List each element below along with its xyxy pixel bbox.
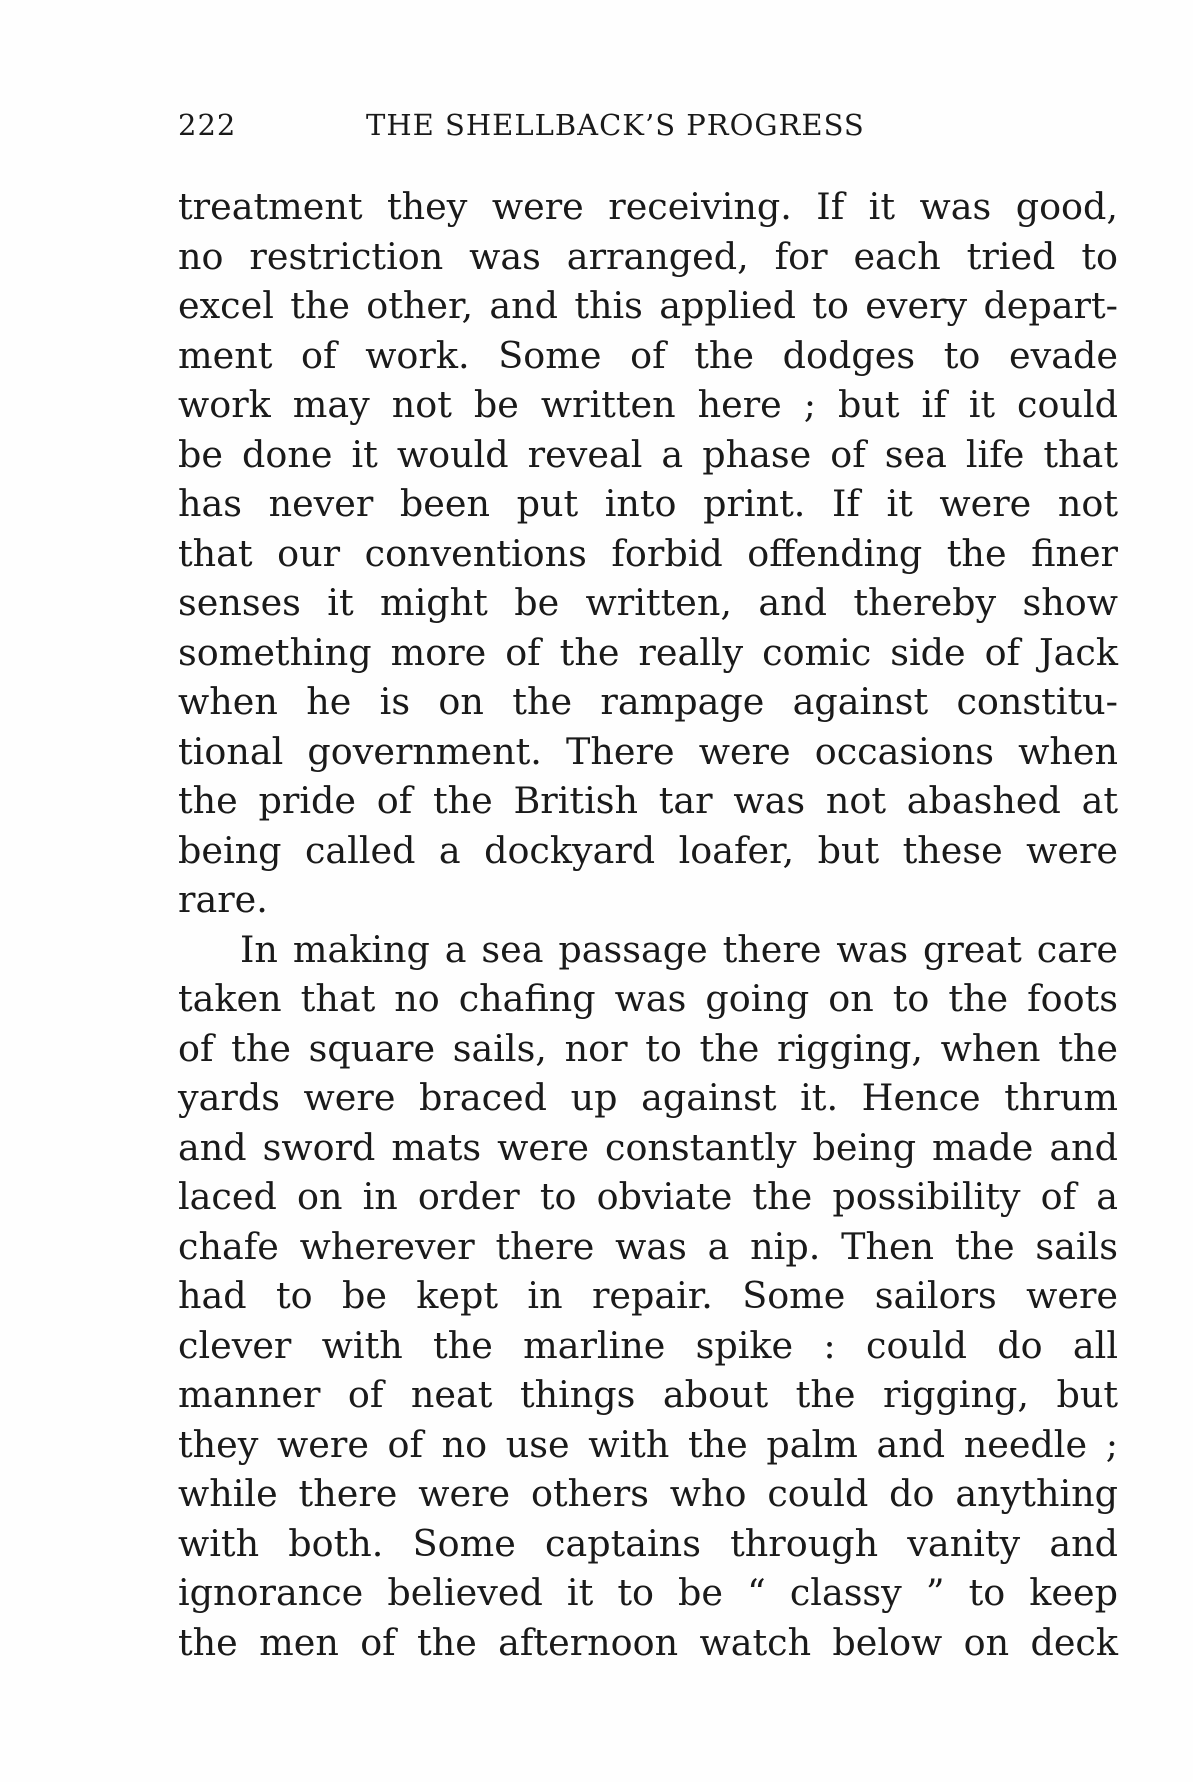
text-line: when he is on the rampage against constitu- — [178, 680, 1118, 723]
text-line: no restriction was arranged, for each tried to — [178, 234, 1118, 278]
text-line: clever with the marline spike : could do all — [178, 1323, 1118, 1367]
text-line: chafe wherever there was a nip. Then the sails — [178, 1224, 1118, 1268]
text-line: the pride of the British tar was not abashed at — [178, 779, 1118, 822]
text-line: treatment they were receiving. If it was good, — [178, 185, 1118, 228]
body-text — [178, 182, 1118, 1667]
text-line: that our conventions forbid offending the finer — [178, 531, 1118, 575]
running-head — [178, 108, 1138, 154]
text-line: be done it would reveal a phase of sea life that — [178, 432, 1118, 476]
paragraph-1 — [178, 182, 1118, 925]
text-line: the men of the afternoon watch below on deck — [178, 1620, 1118, 1664]
text-line: excel the other, and this applied to every depart- — [178, 284, 1118, 327]
running-title: THE SHELLBACK’S PROGRESS — [366, 108, 865, 142]
text-line: laced on in order to obviate the possibility of a — [178, 1175, 1118, 1218]
text-line: has never been put into print. If it were not — [178, 482, 1118, 525]
text-line: with both. Some captains through vanity and — [178, 1521, 1118, 1565]
text-line: they were of no use with the palm and needle ; — [178, 1422, 1118, 1466]
text-line: of the square sails, nor to the rigging, when the — [178, 1026, 1118, 1070]
paragraph-2 — [178, 925, 1118, 1668]
page-number: 222 — [178, 108, 237, 142]
text-line: had to be kept in repair. Some sailors were — [178, 1274, 1118, 1317]
text-line: ignorance believed it to be “ classy ” to keep — [178, 1571, 1118, 1614]
text-line: ment of work. Some of the dodges to evade — [178, 333, 1118, 377]
text-line: manner of neat things about the rigging, but — [178, 1373, 1118, 1416]
text-line: taken that no chafing was going on to the foots — [178, 977, 1118, 1020]
text-line: and sword mats were constantly being made and — [178, 1125, 1118, 1169]
text-line: being called a dockyard loafer, but these were — [178, 828, 1118, 872]
text-line: In making a sea passage there was great care — [240, 927, 1118, 971]
text-line: senses it might be written, and thereby show — [178, 581, 1118, 624]
text-line: rare. — [178, 878, 268, 921]
text-line: tional government. There were occasions when — [178, 729, 1118, 773]
text-line: something more of the really comic side of Jack — [178, 630, 1118, 674]
text-line: yards were braced up against it. Hence thrum — [178, 1076, 1118, 1119]
text-line: while there were others who could do anything — [178, 1472, 1118, 1515]
text-line: work may not be written here ; but if it could — [178, 383, 1118, 426]
